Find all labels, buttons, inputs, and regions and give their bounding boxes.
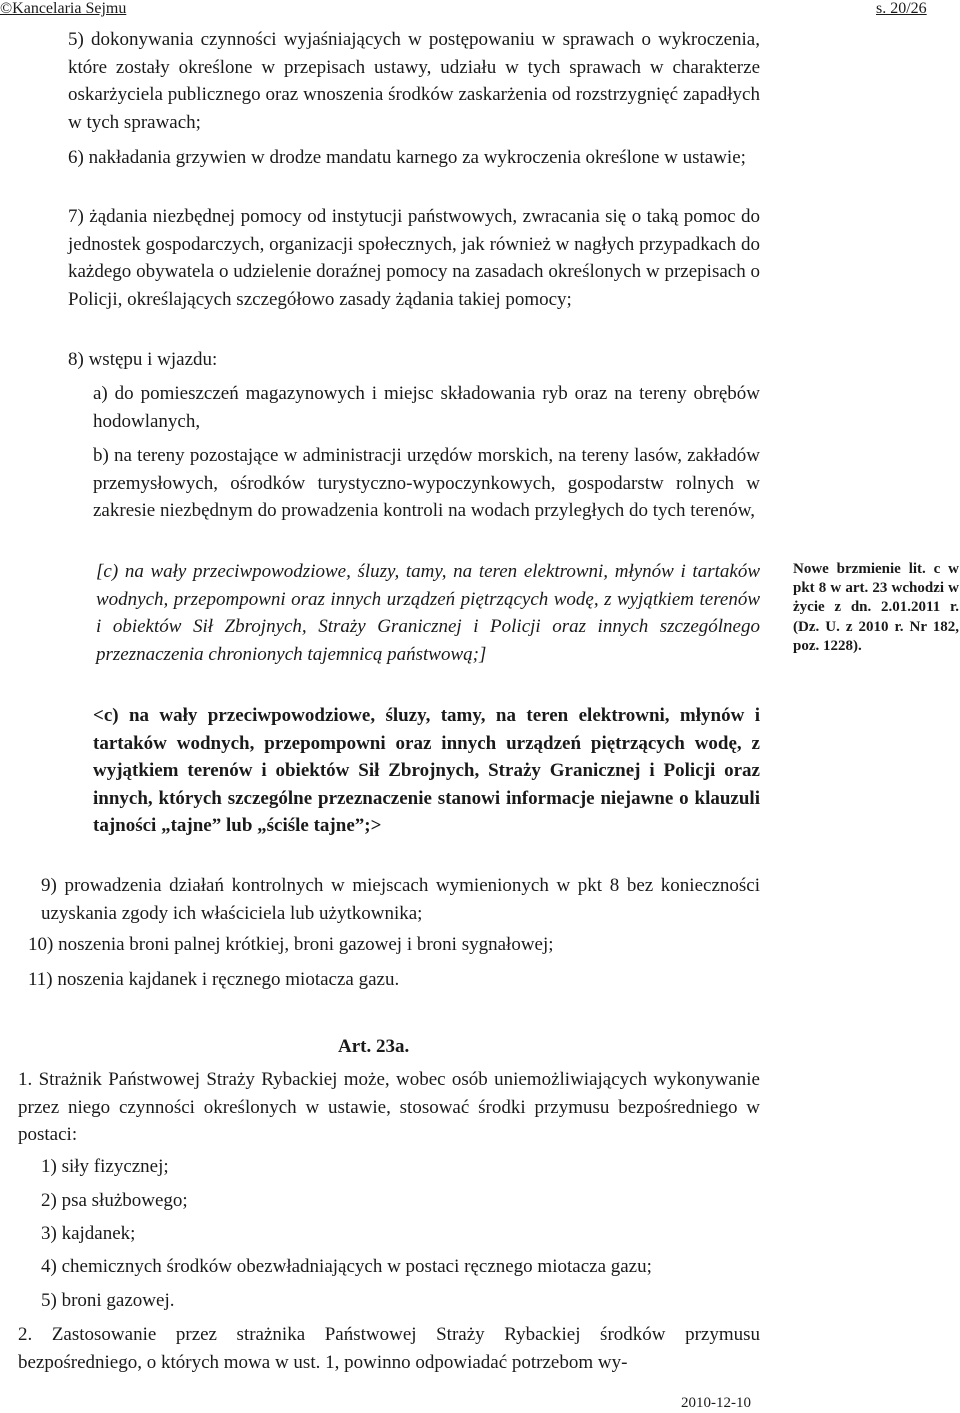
item-7: 7) żądania niezbędnej pomocy od instytucji państwowych, zwracania się o taką pomoc do jednostek gospodarczych, organizacji społecznych, jak również w nagłych przypadkach do każdego obywatela o udzielenie doraźnej pomocy na zasadach określonych w przepisach o Policji, określających szczegółowo zasady żądania takiej pomocy;: [68, 206, 760, 310]
article-paragraph-1: 1. Strażnik Państwowej Straży Rybackiej może, wobec osób uniemożliwiających wykonywanie przez niego czynności określonych w ustawie, stosować środki przymusu bezpośredniego w postaci:: [18, 1069, 760, 1145]
list-item: 4) chemicznych środków obezwładniających w postaci ręcznego miotacza gazu;: [41, 1256, 652, 1277]
list-item: 2) psa służbowego;: [41, 1190, 188, 1211]
item-8: 8) wstępu i wjazdu:: [68, 349, 218, 370]
list-item: 3) kajdanek;: [41, 1223, 136, 1244]
item-10: 10) noszenia broni palnej krótkiej, broni gazowej i broni sygnałowej;: [28, 934, 554, 955]
item-8a: a) do pomieszczeń magazynowych i miejsc składowania ryb oraz na tereny obrębów hodowlanych,: [93, 383, 760, 432]
list-item: 5) broni gazowej.: [41, 1290, 175, 1311]
item-6: 6) nakładania grzywien w drodze mandatu karnego za wykroczenia określone w ustawie;: [68, 147, 746, 168]
page-number: s. 20/26: [876, 0, 927, 17]
item-8c-old: [c) na wały przeciwpowodziowe, śluzy, tamy, na teren elektrowni, młynów i tartaków wodnych, przepompowni oraz innych urządzeń piętrzących wodę, z wyjątkiem terenów i obiektów Sił Zbrojnych, Straży Granicznej i Policji oraz innych szczególnego przeznaczenia chronionych tajemnicą państwową;]: [96, 561, 760, 665]
item-11: 11) noszenia kajdanek i ręcznego miotacza gazu.: [28, 969, 400, 990]
article-paragraph-2: 2. Zastosowanie przez strażnika Państwowej Straży Rybackiej środków przymusu bezpośredniego, o których mowa w ust. 1, powinno odpowiadać potrzebom wy-: [18, 1324, 760, 1373]
item-5: 5) dokonywania czynności wyjaśniających w postępowaniu w sprawach o wykroczenia, które zostały określone w przepisach ustawy, udziału w tych sprawach w charakterze oskarżyciela publicznego oraz wnoszenia środków zaskarżenia od rozstrzygnięć zapadłych w tych sprawach;: [68, 29, 760, 133]
item-8c-new: <c) na wały przeciwpowodziowe, śluzy, tamy, na teren elektrowni, młynów i tartaków wodnych, przepompowni oraz innych urządzeń piętrzących wodę, z wyjątkiem terenów i obiektów Sił Zbrojnych, Straży Granicznej i Policji oraz innych, których szczególne przeznaczenie stanowi informacje niejawne o klauzuli tajności „tajne” lub „ściśle tajne”;>: [93, 705, 760, 836]
item-9: 9) prowadzenia działań kontrolnych w miejscach wymienionych w pkt 8 bez konieczności uzyskania zgody ich właściciela lub użytkownika;: [41, 875, 760, 924]
list-item: 1) siły fizycznej;: [41, 1156, 169, 1177]
article-heading: Art. 23a.: [338, 1036, 410, 1057]
header-source[interactable]: ©Kancelaria Sejmu: [0, 0, 127, 17]
margin-note: Nowe brzmienie lit. c w pkt 8 w art. 23 wchodzi w życie z dn. 2.01.2011 r. (Dz. U. z 2010 r. Nr 182, poz. 1228).: [793, 561, 959, 654]
footer-date: 2010-12-10: [681, 1395, 751, 1411]
item-8b: b) na tereny pozostające w administracji urzędów morskich, na tereny lasów, zakładów przemysłowych, ośrodków turystyczno-wypoczynkowych, gospodarstw rolnych w zakresie niezbędnym do prowadzenia kontroli na wodach przyległych do tych terenów,: [93, 445, 760, 521]
